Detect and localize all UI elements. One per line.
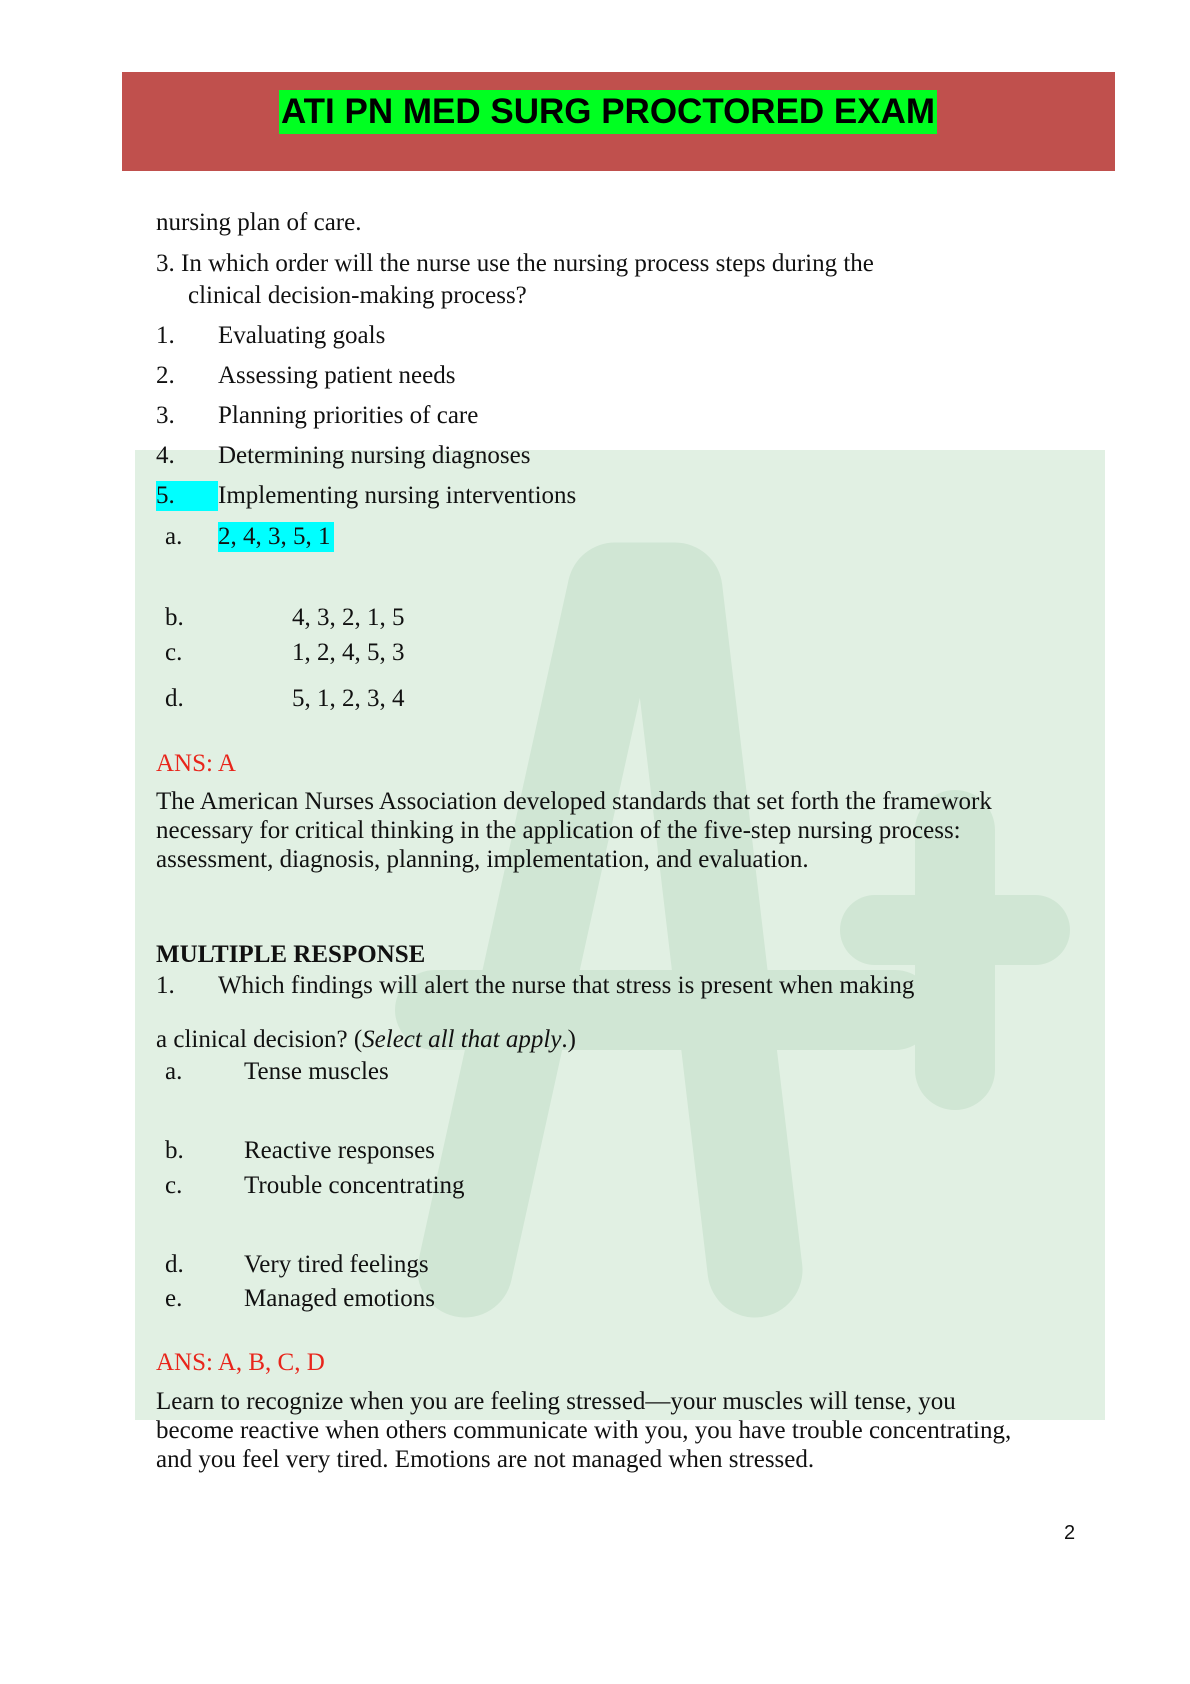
step-text: Implementing nursing interventions [218,482,577,509]
option-letter: e. [165,1285,183,1312]
rationale-text: Learn to recognize when you are feeling stressed—your muscles will tense, you become reactive when others communicate with you, you have trouble concentrating, and you feel very tired. Emotions are not managed when stressed. [156,1388,1012,1473]
option-text: 4, 3, 2, 1, 5 [292,604,405,631]
option-text: Managed emotions [244,1285,435,1312]
step-number: 2. [156,362,175,389]
option-text: Reactive responses [244,1137,435,1164]
option-text: Very tired feelings [244,1251,429,1278]
question-3-stem-line-2: clinical decision-making process? [188,282,527,309]
option-letter: d. [165,685,184,712]
step-number: 3. [156,402,175,429]
step-text: Evaluating goals [218,322,386,349]
continued-text: nursing plan of care. [156,209,362,236]
stem-text: .) [561,1026,576,1053]
option-letter: b. [165,604,184,631]
question-stem-line-1: Which findings will alert the nurse that stress is present when making [218,972,915,999]
option-letter: b. [165,1137,184,1164]
option-text: 1, 2, 4, 5, 3 [292,639,405,666]
option-letter: a. [165,523,183,550]
option-letter: c. [165,1172,183,1199]
question-stem-line-2 [156,1025,576,1055]
step-text: Planning priorities of care [218,402,479,429]
option-text: 5, 1, 2, 3, 4 [292,685,405,712]
option-text: Tense muscles [244,1058,389,1085]
stem-instruction: Select all that apply [362,1026,562,1053]
option-correct: 2, 4, 3, 5, 1 [218,522,334,552]
rationale-text: The American Nurses Association developed standards that set forth the framework necessary for critical thinking in the application of the five-step nursing process: assessment, diagnosis, planning, implementation, and evaluation. [156,788,992,873]
page-number: 2 [1064,1522,1076,1544]
step-number: 4. [156,442,175,469]
option-letter: a. [165,1058,183,1085]
step-number-highlighted: 5. [156,481,218,511]
answer-label: ANS: A [156,750,236,777]
section-heading: MULTIPLE RESPONSE [156,941,426,968]
question-3-stem-line-1: 3. In which order will the nurse use the nursing process steps during the [156,250,874,277]
option-letter: c. [165,639,183,666]
question-number: 1. [156,972,175,999]
option-letter: d. [165,1251,184,1278]
document-title: ATI PN MED SURG PROCTORED EXAM [279,90,937,134]
stem-text: a clinical decision? ( [156,1026,363,1053]
option-text: Trouble concentrating [244,1172,465,1199]
answer-label: ANS: A, B, C, D [156,1349,325,1376]
step-text: Assessing patient needs [218,362,456,389]
step-number: 1. [156,322,175,349]
step-text: Determining nursing diagnoses [218,442,531,469]
